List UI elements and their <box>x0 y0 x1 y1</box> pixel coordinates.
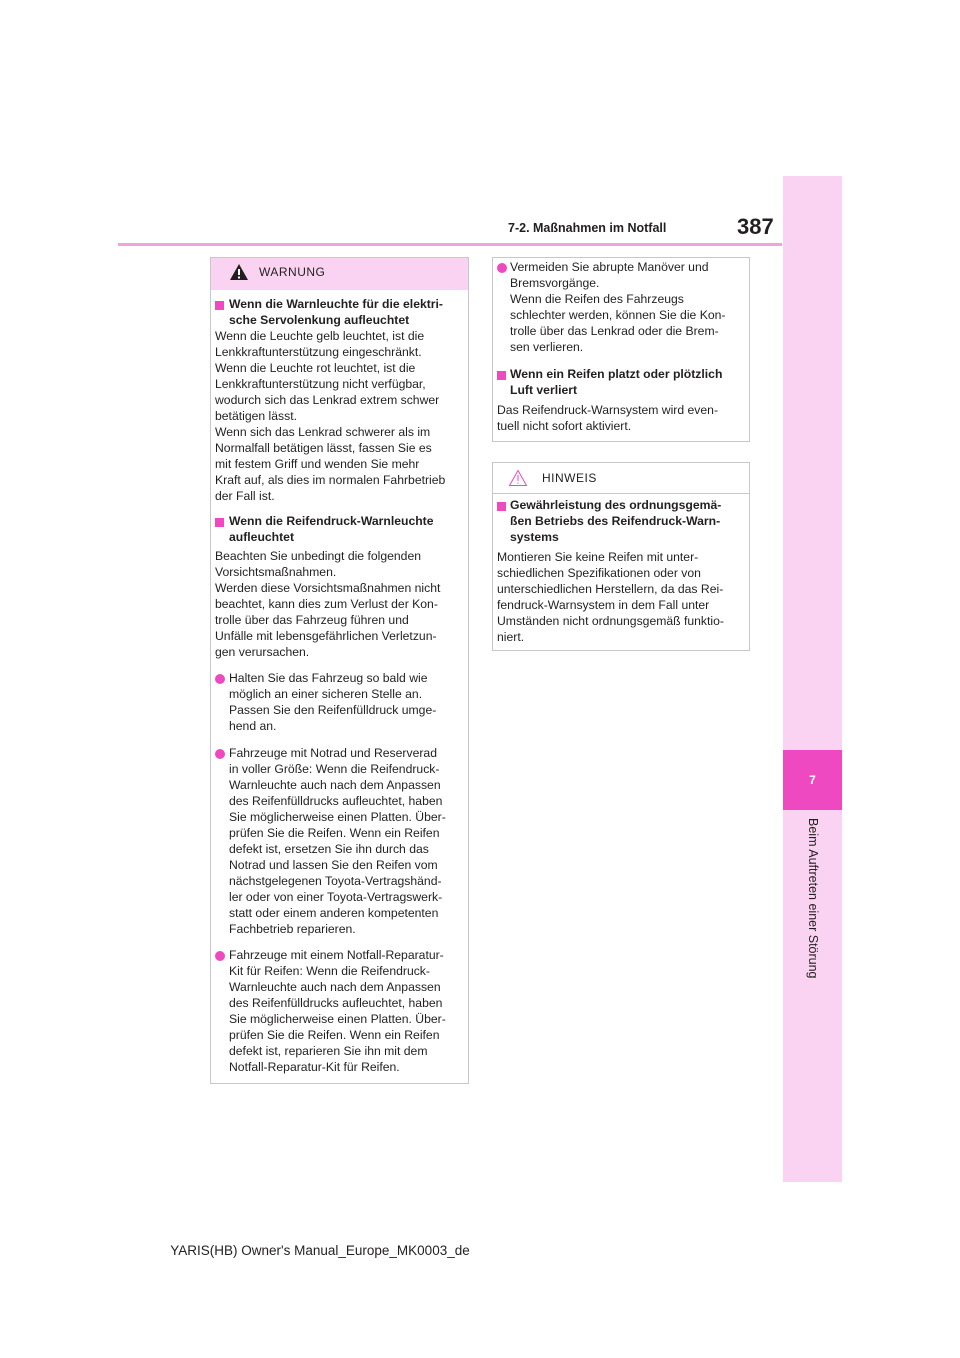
warning-title: WARNUNG <box>259 265 326 279</box>
round-bullet-icon <box>215 951 225 961</box>
chapter-title-vertical <box>783 818 842 1048</box>
note-paragraph-line-6: niert. <box>497 630 525 644</box>
page-number: 387 <box>737 214 774 239</box>
warning-bullet-3-line-6: prüfen Sie die Reifen. Wenn ein Reifen <box>229 1028 440 1042</box>
warning-bullet-1-line-1: Halten Sie das Fahrzeug so bald wie <box>229 671 428 685</box>
continued-bullet-line-3: Wenn die Reifen des Fahrzeugs <box>510 292 684 306</box>
warning-bullet-3-line-7: defekt ist, reparieren Sie ihn mit dem <box>229 1044 428 1058</box>
continued-bullet-line-6: sen verlieren. <box>510 340 584 354</box>
warning-paragraph-1-line-7: Wenn sich das Lenkrad schwerer als im <box>215 425 431 439</box>
warning-bullet-1-line-2: möglich an einer sicheren Stelle an. <box>229 687 423 701</box>
warning-bullet-2-line-11: statt oder einem anderen kompetenten <box>229 906 439 920</box>
warning-paragraph-1-line-8: Normalfall betätigen lässt, fassen Sie es <box>215 441 432 455</box>
warning-bullet-3-line-8: Notfall-Reparatur-Kit für Reifen. <box>229 1060 400 1074</box>
warning-paragraph-2-line-2: Vorsichtsmaßnahmen. <box>215 565 337 579</box>
warning-paragraph-2-line-4: beachtet, kann dies zum Verlust der Kon- <box>215 597 438 611</box>
warning-bullet-3-line-1: Fahrzeuge mit einem Notfall-Reparatur- <box>229 948 444 962</box>
warning-bullet-2-line-9: nächstgelegenen Toyota-Vertragshänd- <box>229 874 442 888</box>
warning-paragraph-1-line-5: wodurch sich das Lenkrad extrem schwer <box>215 393 440 407</box>
note-header-rule <box>492 493 750 494</box>
caution-outline-triangle-icon <box>508 469 528 487</box>
chapter-title: Beim Auftreten einer Störung <box>805 818 820 979</box>
warning-heading-1-line-2: sche Servolenkung aufleuchtet <box>229 313 410 327</box>
warning-paragraph-2-line-6: Unfälle mit lebensgefährlichen Verletzun- <box>215 629 437 643</box>
warning-bullet-2-line-3: Warnleuchte auch nach dem Anpassen <box>229 778 441 792</box>
continued-heading-line-1: Wenn ein Reifen platzt oder plötzlich <box>510 367 723 381</box>
continued-paragraph-line-1: Das Reifendruck-Warnsystem wird even- <box>497 403 719 417</box>
warning-bullet-3-line-2: Kit für Reifen: Wenn die Reifendruck- <box>229 964 430 978</box>
continued-paragraph-line-2: tuell nicht sofort aktiviert. <box>497 419 632 433</box>
warning-heading-1-line-1: Wenn die Warnleuchte für die elektri- <box>229 297 443 311</box>
continued-bullet-line-4: schlechter werden, können Sie die Kon- <box>510 308 726 322</box>
warning-bullet-2-line-5: Sie möglicherweise einen Platten. Über- <box>229 810 446 824</box>
warning-paragraph-1-line-4: Lenkkraftunterstützung nicht verfügbar, <box>215 377 426 391</box>
note-heading-line-2: ßen Betriebs des Reifendruck-Warn- <box>510 514 721 528</box>
warning-heading-2-line-2: aufleuchtet <box>229 530 295 544</box>
warning-paragraph-1-line-6: betätigen lässt. <box>215 409 297 423</box>
warning-bullet-2-line-6: prüfen Sie die Reifen. Wenn ein Reifen <box>229 826 440 840</box>
note-paragraph-line-4: fendruck-Warnsystem in dem Fall unter <box>497 598 710 612</box>
warning-bullet-3-line-4: des Reifenfülldrucks aufleuchtet, haben <box>229 996 443 1010</box>
warning-paragraph-1-line-10: Kraft auf, als dies im normalen Fahrbetrieb <box>215 473 446 487</box>
warning-paragraph-2-line-5: trolle über das Fahrzeug führen und <box>215 613 409 627</box>
continued-bullet-line-1: Vermeiden Sie abrupte Manöver und <box>510 260 709 274</box>
footer-manual-id: YARIS(HB) Owner's Manual_Europe_MK0003_de <box>170 1243 470 1258</box>
round-bullet-icon <box>497 263 507 273</box>
square-bullet-icon <box>497 502 506 511</box>
warning-bullet-2-line-12: Fachbetrieb reparieren. <box>229 922 356 936</box>
warning-bullet-2-line-8: Notrad und lassen Sie den Reifen vom <box>229 858 438 872</box>
round-bullet-icon <box>215 749 225 759</box>
warning-bullet-1-line-3: Passen Sie den Reifenfülldruck umge- <box>229 703 437 717</box>
square-bullet-icon <box>497 371 506 380</box>
warning-triangle-icon <box>229 263 249 281</box>
warning-paragraph-1-line-2: Lenkkraftunterstützung eingeschränkt. <box>215 345 422 359</box>
continued-bullet-line-5: trolle über das Lenkrad oder die Brem- <box>510 324 719 338</box>
chapter-number-box <box>783 750 842 810</box>
warning-bullet-2-line-1: Fahrzeuge mit Notrad und Reserverad <box>229 746 437 760</box>
note-title: HINWEIS <box>542 471 597 485</box>
note-paragraph-line-5: Umständen nicht ordnungsgemäß funktio- <box>497 614 724 628</box>
square-bullet-icon <box>215 301 224 310</box>
continued-heading-line-2: Luft verliert <box>510 383 578 397</box>
warning-paragraph-1-line-3: Wenn die Leuchte rot leuchtet, ist die <box>215 361 416 375</box>
warning-bullet-3-line-5: Sie möglicherweise einen Platten. Über- <box>229 1012 446 1026</box>
warning-paragraph-1-line-1: Wenn die Leuchte gelb leuchtet, ist die <box>215 329 425 343</box>
header-rule <box>118 243 782 246</box>
warning-bullet-2-line-4: des Reifenfülldrucks aufleuchtet, haben <box>229 794 443 808</box>
warning-bullet-2-line-10: ler oder von einer Toyota-Vertragswerk- <box>229 890 443 904</box>
note-paragraph-line-1: Montieren Sie keine Reifen mit unter- <box>497 550 699 564</box>
warning-bullet-2-line-2: in voller Größe: Wenn die Reifendruck- <box>229 762 440 776</box>
note-heading-line-1: Gewährleistung des ordnungsgemä- <box>510 498 722 512</box>
warning-paragraph-2-line-3: Werden diese Vorsichtsmaßnahmen nicht <box>215 581 441 595</box>
continued-bullet-line-2: Bremsvorgänge. <box>510 276 600 290</box>
warning-paragraph-2-line-1: Beachten Sie unbedingt die folgenden <box>215 549 422 563</box>
note-paragraph-line-3: unterschiedlichen Herstellern, da das Rei- <box>497 582 724 596</box>
note-paragraph-line-2: schiedlichen Spezifikationen oder von <box>497 566 701 580</box>
warning-bullet-3-line-3: Warnleuchte auch nach dem Anpassen <box>229 980 441 994</box>
section-title: 7-2. Maßnahmen im Notfall <box>508 221 667 235</box>
warning-bullet-1-line-4: hend an. <box>229 719 277 733</box>
square-bullet-icon <box>215 518 224 527</box>
round-bullet-icon <box>215 674 225 684</box>
warning-heading-2-line-1: Wenn die Reifendruck-Warnleuchte <box>229 514 434 528</box>
chapter-number: 7 <box>809 773 816 787</box>
warning-paragraph-1-line-9: mit festem Griff und wenden Sie mehr <box>215 457 420 471</box>
warning-paragraph-2-line-7: gen verursachen. <box>215 645 310 659</box>
note-heading-line-3: systems <box>510 530 559 544</box>
warning-paragraph-1-line-11: der Fall ist. <box>215 489 275 503</box>
warning-bullet-2-line-7: defekt ist, ersetzen Sie ihn durch das <box>229 842 429 856</box>
